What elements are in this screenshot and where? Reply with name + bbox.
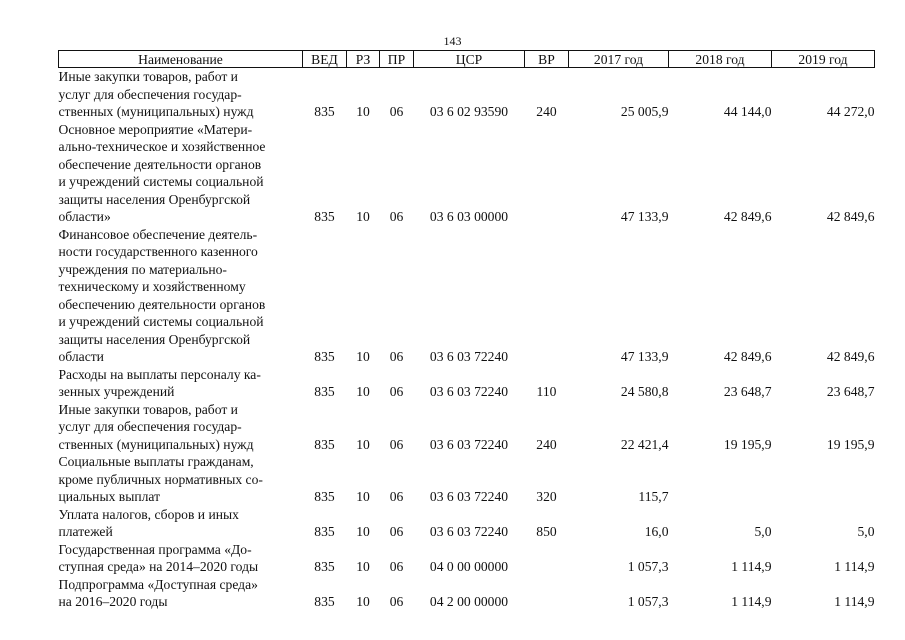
row-name: Основное мероприятие «Матери- ально-техническое и хозяйственное обеспечение деятельности органов и учреждений системы социальной защиты населения Оренбургской области» [58,121,266,224]
row-ved: 835 [314,594,335,609]
row-2018: 23 648,7 [723,384,772,399]
row-vr [525,541,569,576]
row-rz: 10 [356,104,370,119]
row-csr: 04 2 00 00000 [429,594,509,609]
row-name: Подпрограмма «Доступная среда» на 2016–2020 годы [58,576,258,609]
row-name: Иные закупки товаров, работ и услуг для обеспечения государ- ственных (муниципальных) нужд [58,401,254,452]
row-csr: 03 6 03 00000 [429,209,509,224]
row-rz: 10 [356,209,370,224]
row-2019: 1 114,9 [834,559,875,574]
table-row [59,366,875,401]
row-vr: 850 [536,524,557,539]
row-pr: 06 [389,559,404,574]
row-pr: 06 [389,524,404,539]
row-vr [525,121,569,226]
col-header-ved: ВЕД [303,51,347,68]
row-2018: 1 114,9 [731,594,772,609]
row-2017: 25 005,9 [620,104,669,119]
row-2017: 115,7 [638,489,669,504]
row-pr: 06 [389,349,404,364]
row-pr: 06 [389,489,404,504]
row-2018: 5,0 [754,524,772,539]
row-rz: 10 [356,436,370,452]
row-2018 [669,453,772,506]
row-ved: 835 [314,104,335,119]
table-row [59,453,875,506]
row-rz: 10 [356,349,370,364]
row-2019: 5,0 [857,524,875,539]
row-vr: 110 [536,384,557,399]
row-2019: 19 195,9 [826,436,875,452]
row-rz: 10 [356,489,370,504]
col-header-rz: РЗ [347,51,380,68]
row-2019: 42 849,6 [826,349,875,364]
row-2018: 42 849,6 [723,209,772,224]
row-2018: 44 144,0 [723,104,772,119]
row-2017: 1 057,3 [627,559,669,574]
row-csr: 03 6 03 72240 [429,489,509,504]
table-row [59,506,875,541]
col-header-vr: ВР [525,51,569,68]
row-name: Государственная программа «До- ступная среда» на 2014–2020 годы [58,541,259,574]
col-header-name: Наименование [59,51,303,68]
row-name: Социальные выплаты гражданам, кроме публичных нормативных со- циальных выплат [58,454,263,504]
col-header-2017: 2017 год [569,51,669,68]
row-rz: 10 [356,594,370,609]
row-2018: 42 849,6 [723,349,772,364]
row-pr: 06 [389,384,404,399]
row-2017: 24 580,8 [620,384,669,399]
row-2019: 44 272,0 [826,104,875,119]
row-2018: 1 114,9 [731,559,772,574]
row-pr: 06 [389,104,404,119]
row-2019: 23 648,7 [826,384,875,399]
row-vr [525,226,569,366]
row-ved: 835 [314,524,335,539]
row-ved: 835 [314,349,335,364]
row-ved: 835 [314,384,335,399]
row-csr: 03 6 03 72240 [429,436,509,452]
row-rz: 10 [356,384,370,399]
row-vr [525,576,569,611]
table-row [59,541,875,576]
row-pr: 06 [389,436,404,452]
row-2017: 47 133,9 [620,349,669,364]
row-vr: 320 [536,489,557,504]
table-header-row [59,51,875,68]
row-ved: 835 [314,436,335,452]
row-2017: 1 057,3 [627,594,669,609]
row-ved: 835 [314,209,335,224]
row-name: Уплата налогов, сборов и иных платежей [58,506,239,539]
row-2017: 22 421,4 [620,436,669,452]
row-vr: 240 [536,104,557,119]
row-csr: 03 6 02 93590 [429,104,509,119]
page-number: 143 [443,34,462,48]
row-2018: 19 195,9 [723,436,772,452]
col-header-2019: 2019 год [772,51,875,68]
col-header-2018: 2018 год [669,51,772,68]
table-row [59,68,875,121]
table-row [59,401,875,454]
row-name: Расходы на выплаты персоналу ка- зенных учреждений [58,366,261,399]
table-row [59,121,875,226]
table-row [59,226,875,366]
table-row [59,576,875,611]
col-header-csr: ЦСР [414,51,525,68]
row-2019 [772,453,875,506]
row-name: Иные закупки товаров, работ и услуг для обеспечения государ- ственных (муниципальных) нужд [58,69,254,119]
row-rz: 10 [356,524,370,539]
row-name: Финансовое обеспечение деятель- ности государственного казенного учреждения по материально- техническому и хозяйственному обеспечению деятельности органов и учреждений системы социальной защиты населения Оренбургской области [58,226,266,364]
row-ved: 835 [314,559,335,574]
row-2017: 47 133,9 [620,209,669,224]
row-ved: 835 [314,489,335,504]
row-pr: 06 [389,209,404,224]
row-2019: 42 849,6 [826,209,875,224]
budget-table [58,50,875,611]
col-header-pr: ПР [380,51,414,68]
row-rz: 10 [356,559,370,574]
row-2017: 16,0 [644,524,669,539]
row-2019: 1 114,9 [834,594,875,609]
row-csr: 03 6 03 72240 [429,524,509,539]
row-csr: 03 6 03 72240 [429,384,509,399]
row-vr: 240 [536,436,557,452]
row-csr: 03 6 03 72240 [429,349,509,364]
row-pr: 06 [389,594,404,609]
row-csr: 04 0 00 00000 [429,559,509,574]
